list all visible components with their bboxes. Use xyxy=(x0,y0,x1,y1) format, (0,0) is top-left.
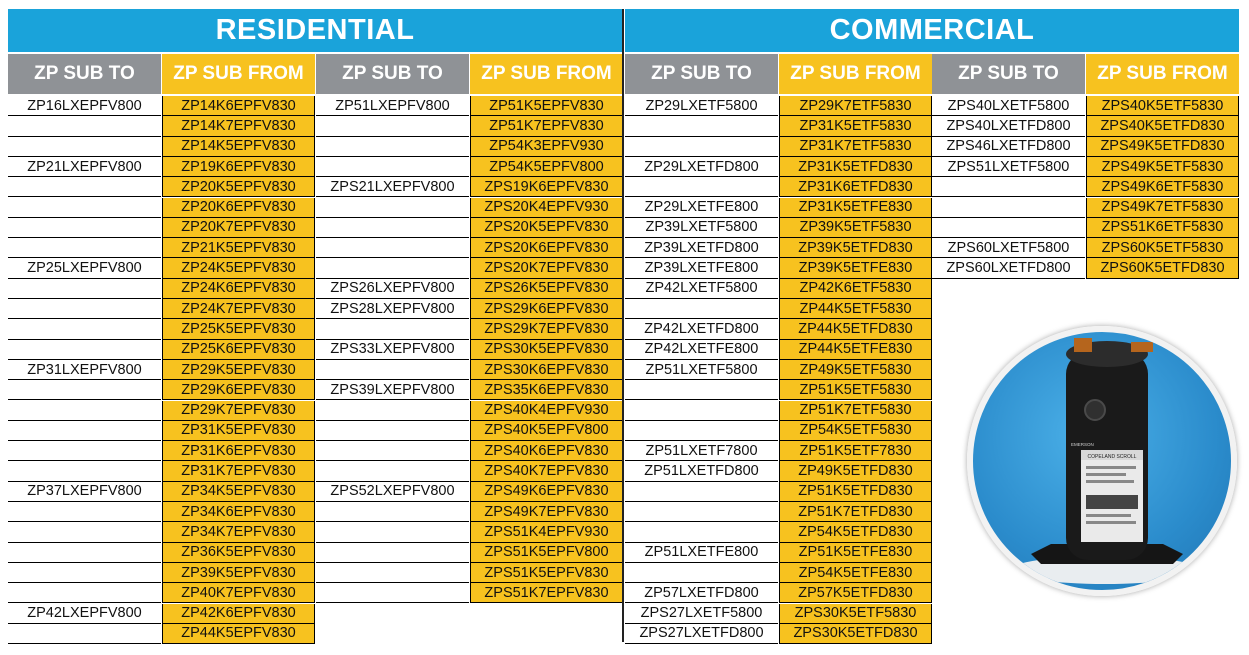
table-cell-sub-to xyxy=(316,218,469,238)
table-cell-sub-to xyxy=(8,198,161,218)
table-cell-sub-from: ZPS60K5ETF5830 xyxy=(1086,238,1239,258)
header-zp-sub-from: ZP SUB FROM xyxy=(1086,54,1239,94)
table-cell-sub-to: ZPS27LXETF5800 xyxy=(625,604,778,624)
table-cell-sub-from: ZPS29K6EPFV830 xyxy=(470,299,623,319)
table-cell-sub-from: ZPS49K5ETF5830 xyxy=(1086,157,1239,177)
header-zp-sub-from: ZP SUB FROM xyxy=(162,54,315,94)
table-cell-sub-to: ZPS39LXEPFV800 xyxy=(316,380,469,400)
table-cell-sub-to xyxy=(625,522,778,542)
table-cell-sub-from: ZPS51K5EPFV830 xyxy=(470,563,623,583)
table-cell-sub-to: ZP42LXEPFV800 xyxy=(8,604,161,624)
table-cell-sub-to xyxy=(8,624,161,644)
table-cell-sub-to xyxy=(8,441,161,461)
table-cell-sub-to: ZP29LXETFD800 xyxy=(625,157,778,177)
table-cell-sub-to xyxy=(932,218,1085,238)
table-cell-sub-to xyxy=(316,461,469,481)
compressor-photo xyxy=(967,326,1237,596)
svg-text:EMERSON: EMERSON xyxy=(1071,442,1094,447)
table-cell-sub-to xyxy=(316,583,469,603)
table-cell-sub-to xyxy=(316,401,469,421)
table-cell-sub-from: ZP42K6ETF5830 xyxy=(779,279,932,299)
table-cell-sub-from: ZP36K5EPFV830 xyxy=(162,543,315,563)
table-cell-sub-from: ZP42K6EPFV830 xyxy=(162,604,315,624)
table-cell-sub-from: ZP31K5ETF5830 xyxy=(779,116,932,136)
table-cell-sub-from: ZP51K7EPFV830 xyxy=(470,116,623,136)
table-cell-sub-to xyxy=(625,482,778,502)
table-cell-sub-to xyxy=(316,258,469,278)
table-cell-sub-from: ZP51K5EPFV830 xyxy=(470,96,623,116)
table-cell-sub-to: ZP25LXEPFV800 xyxy=(8,258,161,278)
table-cell-sub-from: ZP25K5EPFV830 xyxy=(162,319,315,339)
table-cell-sub-from: ZP34K5EPFV830 xyxy=(162,482,315,502)
table-cell-sub-to xyxy=(316,319,469,339)
table-cell-sub-to xyxy=(316,522,469,542)
table-cell-sub-from: ZP24K6EPFV830 xyxy=(162,279,315,299)
table-cell-sub-to: ZPS52LXEPFV800 xyxy=(316,482,469,502)
commercial-title: COMMERCIAL xyxy=(625,9,1239,52)
table-cell-sub-to: ZP39LXETF5800 xyxy=(625,218,778,238)
table-cell-sub-to: ZP57LXETFD800 xyxy=(625,583,778,603)
table-cell-sub-to: ZP42LXETF5800 xyxy=(625,279,778,299)
table-cell-sub-to xyxy=(316,198,469,218)
table-cell-sub-to xyxy=(8,177,161,197)
table-cell-sub-to xyxy=(316,543,469,563)
table-cell-sub-to: ZPS46LXETFD800 xyxy=(932,137,1085,157)
table-cell-sub-from: ZP44K5EPFV830 xyxy=(162,624,315,644)
header-zp-sub-to: ZP SUB TO xyxy=(625,54,778,94)
table-cell-sub-from: ZP54K3EPFV930 xyxy=(470,137,623,157)
table-cell-sub-to xyxy=(625,401,778,421)
table-cell-sub-to: ZP29LXETF5800 xyxy=(625,96,778,116)
table-cell-sub-from: ZP39K5ETFD830 xyxy=(779,238,932,258)
table-cell-sub-from: ZP14K7EPFV830 xyxy=(162,116,315,136)
table-cell-sub-to: ZPS26LXEPFV800 xyxy=(316,279,469,299)
table-cell-sub-from: ZPS49K5ETFD830 xyxy=(1086,137,1239,157)
table-cell-sub-to xyxy=(8,543,161,563)
table-cell-sub-to: ZP21LXEPFV800 xyxy=(8,157,161,177)
table-cell-sub-to xyxy=(8,421,161,441)
table-cell-sub-from: ZP39K5ETF5830 xyxy=(779,218,932,238)
table-cell-sub-from: ZP29K5EPFV830 xyxy=(162,360,315,380)
table-cell-sub-to xyxy=(316,238,469,258)
table-cell-sub-from: ZP14K6EPFV830 xyxy=(162,96,315,116)
table-cell-sub-from: ZP44K5ETF5830 xyxy=(779,299,932,319)
table-cell-sub-to: ZP29LXETFE800 xyxy=(625,198,778,218)
table-cell-sub-to: ZP51LXETFE800 xyxy=(625,543,778,563)
header-zp-sub-to: ZP SUB TO xyxy=(8,54,161,94)
table-cell-sub-from: ZP31K6EPFV830 xyxy=(162,441,315,461)
table-cell-sub-from: ZPS20K7EPFV830 xyxy=(470,258,623,278)
table-cell-sub-to: ZPS40LXETF5800 xyxy=(932,96,1085,116)
table-cell-sub-to xyxy=(8,401,161,421)
table-cell-sub-to: ZP51LXEPFV800 xyxy=(316,96,469,116)
table-cell-sub-to xyxy=(625,299,778,319)
table-cell-sub-from: ZPS51K5EPFV800 xyxy=(470,543,623,563)
table-cell-sub-from: ZP54K5EPFV800 xyxy=(470,157,623,177)
table-cell-sub-to: ZPS60LXETFD800 xyxy=(932,258,1085,278)
table-cell-sub-from: ZP24K5EPFV830 xyxy=(162,258,315,278)
table-cell-sub-from: ZPS26K5EPFV830 xyxy=(470,279,623,299)
table-cell-sub-from: ZPS40K5EPFV800 xyxy=(470,421,623,441)
table-cell-sub-to: ZPS60LXETF5800 xyxy=(932,238,1085,258)
table-cell-sub-from: ZP54K5ETFD830 xyxy=(779,522,932,542)
table-cell-sub-from: ZPS49K6EPFV830 xyxy=(470,482,623,502)
table-cell-sub-to xyxy=(8,522,161,542)
table-cell-sub-from: ZPS40K5ETF5830 xyxy=(1086,96,1239,116)
table-cell-sub-from: ZP57K5ETFD830 xyxy=(779,583,932,603)
section-divider xyxy=(622,9,624,642)
table-cell-sub-from: ZPS30K5EPFV830 xyxy=(470,340,623,360)
table-cell-sub-to xyxy=(8,279,161,299)
table-cell-sub-to xyxy=(625,116,778,136)
header-zp-sub-to: ZP SUB TO xyxy=(932,54,1085,94)
table-cell-sub-to: ZP16LXEPFV800 xyxy=(8,96,161,116)
table-cell-sub-to: ZP51LXETFD800 xyxy=(625,461,778,481)
table-cell-sub-to xyxy=(8,380,161,400)
table-cell-sub-from: ZPS40K5ETFD830 xyxy=(1086,116,1239,136)
table-cell-sub-from: ZP20K7EPFV830 xyxy=(162,218,315,238)
table-cell-sub-to xyxy=(8,502,161,522)
table-cell-sub-from: ZP51K5ETF5830 xyxy=(779,380,932,400)
table-cell-sub-to xyxy=(316,137,469,157)
table-cell-sub-from: ZP49K5ETF5830 xyxy=(779,360,932,380)
table-cell-sub-from: ZPS49K7EPFV830 xyxy=(470,502,623,522)
table-cell-sub-from: ZP29K7EPFV830 xyxy=(162,401,315,421)
table-cell-sub-from: ZPS30K5ETF5830 xyxy=(779,604,932,624)
table-cell-sub-from: ZPS49K7ETF5830 xyxy=(1086,198,1239,218)
table-cell-sub-to xyxy=(8,319,161,339)
table-cell-sub-to xyxy=(316,360,469,380)
table-cell-sub-to: ZP42LXETFE800 xyxy=(625,340,778,360)
table-cell-sub-from: ZPS20K5EPFV830 xyxy=(470,218,623,238)
header-zp-sub-from: ZP SUB FROM xyxy=(470,54,623,94)
table-cell-sub-to xyxy=(8,583,161,603)
table-cell-sub-from: ZPS30K5ETFD830 xyxy=(779,624,932,644)
table-cell-sub-to: ZP37LXEPFV800 xyxy=(8,482,161,502)
table-cell-sub-from: ZP39K5EPFV830 xyxy=(162,563,315,583)
table-cell-sub-from: ZP29K6EPFV830 xyxy=(162,380,315,400)
table-cell-sub-from: ZP34K7EPFV830 xyxy=(162,522,315,542)
compressor-icon xyxy=(973,332,1231,590)
table-cell-sub-from: ZP34K6EPFV830 xyxy=(162,502,315,522)
table-cell-sub-from: ZP54K5ETF5830 xyxy=(779,421,932,441)
table-cell-sub-from: ZPS19K6EPFV830 xyxy=(470,177,623,197)
table-cell-sub-from: ZP51K5ETF7830 xyxy=(779,441,932,461)
table-cell-sub-to: ZPS40LXETFD800 xyxy=(932,116,1085,136)
table-cell-sub-to xyxy=(316,563,469,583)
table-cell-sub-from: ZP44K5ETFD830 xyxy=(779,319,932,339)
table-cell-sub-from: ZPS51K4EPFV930 xyxy=(470,522,623,542)
table-cell-sub-to xyxy=(625,563,778,583)
header-zp-sub-to: ZP SUB TO xyxy=(316,54,469,94)
table-cell-sub-from: ZP25K6EPFV830 xyxy=(162,340,315,360)
table-cell-sub-to xyxy=(316,116,469,136)
table-cell-sub-to: ZP51LXETF5800 xyxy=(625,360,778,380)
table-cell-sub-from: ZP49K5ETFD830 xyxy=(779,461,932,481)
table-cell-sub-from: ZP20K5EPFV830 xyxy=(162,177,315,197)
table-cell-sub-to: ZPS27LXETFD800 xyxy=(625,624,778,644)
table-cell-sub-to xyxy=(316,157,469,177)
table-cell-sub-from: ZP31K5ETFE830 xyxy=(779,198,932,218)
table-cell-sub-to: ZP42LXETFD800 xyxy=(625,319,778,339)
table-cell-sub-to xyxy=(932,198,1085,218)
table-cell-sub-to xyxy=(625,502,778,522)
table-cell-sub-from: ZPS60K5ETFD830 xyxy=(1086,258,1239,278)
table-cell-sub-from: ZP19K6EPFV830 xyxy=(162,157,315,177)
table-cell-sub-from: ZP54K5ETFE830 xyxy=(779,563,932,583)
table-cell-sub-to xyxy=(625,137,778,157)
table-cell-sub-from: ZP51K5ETFE830 xyxy=(779,543,932,563)
table-cell-sub-from: ZP29K7ETF5830 xyxy=(779,96,932,116)
table-cell-sub-to xyxy=(625,380,778,400)
table-cell-sub-to: ZP31LXEPFV800 xyxy=(8,360,161,380)
table-cell-sub-from: ZP39K5ETFE830 xyxy=(779,258,932,278)
table-cell-sub-from: ZP24K7EPFV830 xyxy=(162,299,315,319)
table-cell-sub-from: ZP14K5EPFV830 xyxy=(162,137,315,157)
table-cell-sub-from: ZP31K6ETFD830 xyxy=(779,177,932,197)
table-cell-sub-from: ZPS29K7EPFV830 xyxy=(470,319,623,339)
table-cell-sub-from: ZPS51K7EPFV830 xyxy=(470,583,623,603)
table-cell-sub-to: ZPS21LXEPFV800 xyxy=(316,177,469,197)
table-cell-sub-to xyxy=(932,177,1085,197)
table-cell-sub-to xyxy=(316,441,469,461)
table-cell-sub-from: ZP31K5EPFV830 xyxy=(162,421,315,441)
table-cell-sub-to xyxy=(8,137,161,157)
table-cell-sub-from: ZPS35K6EPFV830 xyxy=(470,380,623,400)
table-cell-sub-to xyxy=(316,502,469,522)
table-cell-sub-from: ZP44K5ETFE830 xyxy=(779,340,932,360)
table-cell-sub-to xyxy=(8,461,161,481)
table-cell-sub-to xyxy=(8,238,161,258)
table-cell-sub-from: ZP31K5ETFD830 xyxy=(779,157,932,177)
table-cell-sub-to xyxy=(625,177,778,197)
table-cell-sub-from: ZP20K6EPFV830 xyxy=(162,198,315,218)
table-cell-sub-from: ZP31K7EPFV830 xyxy=(162,461,315,481)
residential-title: RESIDENTIAL xyxy=(8,9,622,52)
table-cell-sub-from: ZPS20K6EPFV830 xyxy=(470,238,623,258)
table-cell-sub-to: ZP39LXETFD800 xyxy=(625,238,778,258)
header-zp-sub-from: ZP SUB FROM xyxy=(779,54,932,94)
table-cell-sub-from: ZPS49K6ETF5830 xyxy=(1086,177,1239,197)
table-cell-sub-to: ZPS51LXETF5800 xyxy=(932,157,1085,177)
table-cell-sub-to xyxy=(8,299,161,319)
table-cell-sub-from: ZP40K7EPFV830 xyxy=(162,583,315,603)
table-cell-sub-to xyxy=(8,218,161,238)
table-cell-sub-to xyxy=(8,116,161,136)
table-cell-sub-to: ZPS33LXEPFV800 xyxy=(316,340,469,360)
table-cell-sub-to xyxy=(8,340,161,360)
table-cell-sub-to xyxy=(316,421,469,441)
table-cell-sub-from: ZPS40K6EPFV830 xyxy=(470,441,623,461)
table-cell-sub-to xyxy=(625,421,778,441)
svg-text:COPELAND SCROLL: COPELAND SCROLL xyxy=(1087,454,1137,460)
table-cell-sub-from: ZP51K7ETFD830 xyxy=(779,502,932,522)
table-cell-sub-to: ZP39LXETFE800 xyxy=(625,258,778,278)
table-cell-sub-from: ZP51K7ETF5830 xyxy=(779,401,932,421)
table-cell-sub-to xyxy=(8,563,161,583)
table-cell-sub-from: ZPS30K6EPFV830 xyxy=(470,360,623,380)
table-cell-sub-to: ZPS28LXEPFV800 xyxy=(316,299,469,319)
table-cell-sub-from: ZPS20K4EPFV930 xyxy=(470,198,623,218)
table-cell-sub-from: ZP51K5ETFD830 xyxy=(779,482,932,502)
table-cell-sub-from: ZP31K7ETF5830 xyxy=(779,137,932,157)
table-cell-sub-from: ZPS40K4EPFV930 xyxy=(470,401,623,421)
table-cell-sub-from: ZPS51K6ETF5830 xyxy=(1086,218,1239,238)
table-cell-sub-from: ZP21K5EPFV830 xyxy=(162,238,315,258)
table-cell-sub-to: ZP51LXETF7800 xyxy=(625,441,778,461)
table-cell-sub-from: ZPS40K7EPFV830 xyxy=(470,461,623,481)
